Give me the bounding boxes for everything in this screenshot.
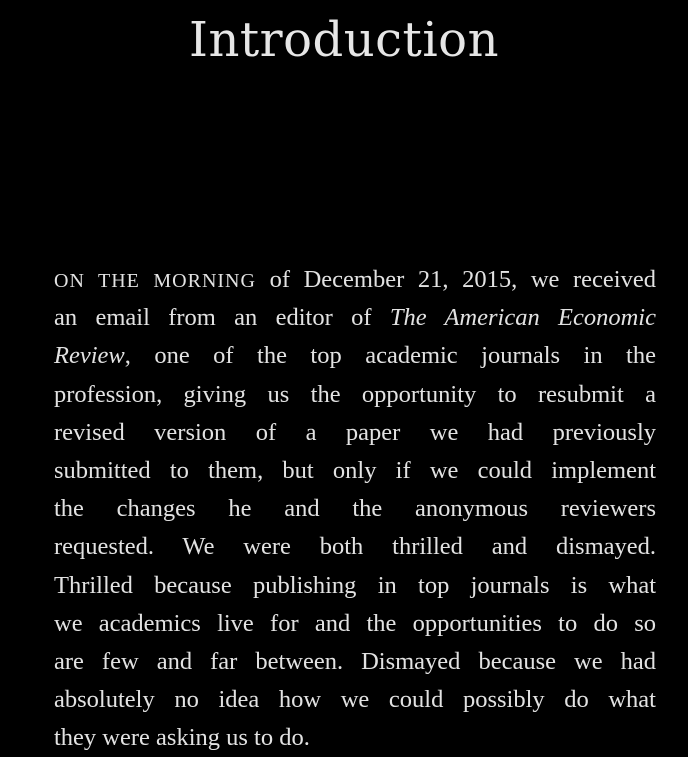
line-text: profession, giving us the opportunity to resubmit a [54,380,656,408]
line-text: of December 21, 2015, we received [255,266,656,293]
paragraph-line-8 [54,528,656,566]
paragraph-line-2 [54,299,656,337]
paragraph-line-12 [54,681,656,719]
paragraph-line-11 [54,643,656,681]
lead-in-small-caps: ON THE MORNING [54,270,256,292]
paragraph-line-5 [54,414,656,452]
paragraph-line-13 [54,719,656,757]
paragraph-line-6 [54,452,656,490]
paragraph-line-10 [54,605,656,643]
line-text: , one of the top academic journals in the [124,342,656,370]
paragraph-line-9 [54,567,656,605]
paragraph-line-1 [54,261,656,299]
line-text: revised version of a paper we had previously [54,418,656,446]
line-text: are few and far between. Dismayed because we had [54,647,656,675]
line-text: absolutely no idea how we could possibly do what [54,686,656,714]
line-text: requested. We were both thrilled and dismayed. [54,533,656,561]
journal-title-italic: The American Economic [389,304,656,332]
line-text: Thrilled because publishing in top journals is what [54,571,656,599]
line-text: we academics live for and the opportunities to do so [54,609,656,637]
line-text: submitted to them, but only if we could implement [54,456,656,484]
paragraph-line-7 [54,490,656,528]
line-text: they were asking us to do. [54,724,310,752]
paragraph-line-3 [54,337,656,375]
line-text: the changes he and the anonymous reviewers [54,495,656,523]
journal-title-italic: Review [54,342,125,370]
paragraph-line-4 [54,376,656,414]
line-text: an email from an editor of [54,304,390,332]
chapter-title: Introduction [189,12,499,68]
body-paragraph [54,261,656,757]
